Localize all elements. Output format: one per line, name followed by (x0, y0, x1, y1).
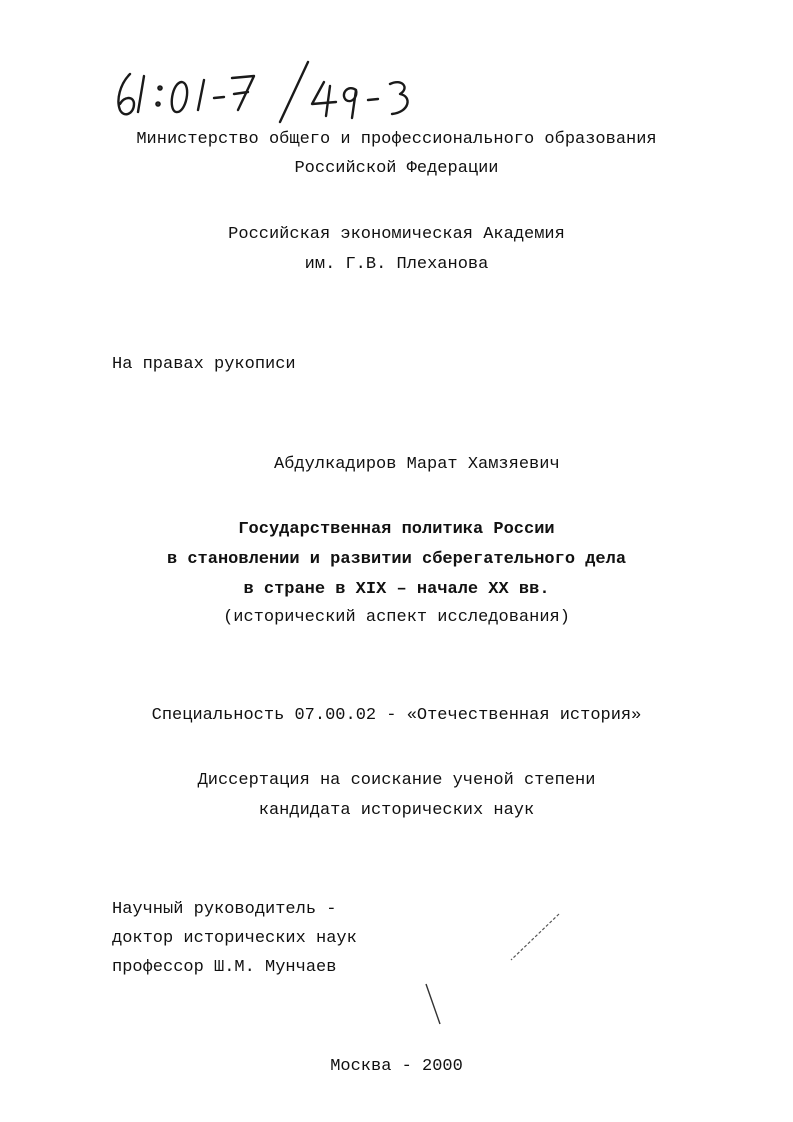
title-subtitle: (исторический аспект исследования) (223, 608, 570, 627)
supervisor-line-3: профессор Ш.М. Мунчаев (112, 958, 337, 977)
rights-note: На правах рукописи (112, 355, 296, 374)
dissertation-line-2: кандидата исторических наук (258, 801, 535, 820)
academy-line-2: им. Г.В. Плеханова (304, 255, 489, 274)
specialty: Специальность 07.00.02 - «Отечественная история» (151, 706, 642, 725)
supervisor-line-1: Научный руководитель - (112, 900, 337, 919)
handwritten-archive-code (112, 60, 432, 130)
pen-mark (420, 980, 450, 1030)
academy-line-1: Российская экономическая Академия (228, 225, 565, 244)
supervisor-line-2: доктор исторических наук (112, 929, 357, 948)
title-line-2: в становлении и развитии сберегательного дела (166, 550, 627, 569)
signature-stroke (505, 910, 565, 965)
author-name: Абдулкадиров Марат Хамзяевич (274, 455, 560, 474)
place-year: Москва - 2000 (330, 1057, 463, 1076)
ministry-line-1: Министерство общего и профессионального образования (136, 130, 657, 149)
title-line-1: Государственная политика России (238, 520, 555, 539)
title-line-3: в стране в XIX – начале XX вв. (243, 580, 550, 599)
dissertation-line-1: Диссертация на соискание ученой степени (197, 771, 596, 790)
ministry-line-2: Российской Федерации (294, 159, 499, 178)
